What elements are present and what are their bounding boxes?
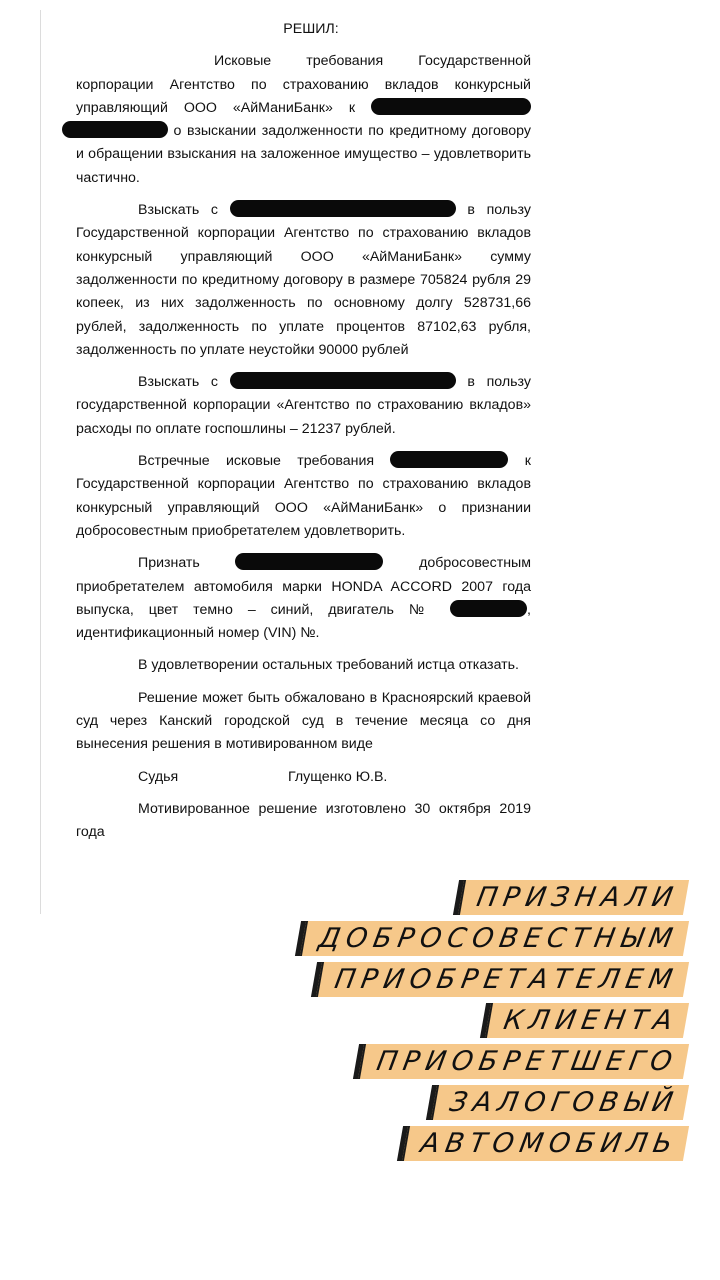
decision-heading: РЕШИЛ: — [283, 21, 339, 37]
redaction-mark — [230, 200, 456, 217]
caption-line-text: ПРИОБРЕТАТЕЛЕМ — [316, 962, 689, 997]
paragraph-recover-debt — [76, 199, 531, 362]
caption-overlay — [286, 880, 686, 1167]
paragraph-claims — [76, 50, 531, 190]
court-decision-text — [76, 18, 531, 854]
paragraph-appeal: Решение может быть обжаловано в Красноярский краевой суд через Канский городской суд в течение месяца со дня вынесения решения в мотивированном виде — [76, 689, 531, 753]
caption-line-text: АВТОМОБИЛЬ — [402, 1126, 689, 1161]
paragraph-counterclaim-text-b: к Государственной корпорации Агентство по страхованию вкладов конкурсный управляющий ООО «АйМаниБанк» о признании добросовестным приобретателем удовлетворить. — [76, 453, 531, 539]
caption-line — [286, 1003, 686, 1038]
paragraph-recover-fee-text-b: в пользу государственной корпорации «Агентство по страхованию вкладов» расходы по оплате госпошлины – 21237 рублей. — [76, 374, 531, 437]
judge-name: Глущенко Ю.В. — [288, 768, 388, 785]
judge-label: Судья — [138, 768, 179, 785]
judge-signature-row — [76, 766, 531, 789]
paragraph-good-faith-buyer-text-b: добросовестным приобретателем автомобиля марки HONDA ACCORD 2007 года выпуска, цвет темно – синий, двигатель № — [76, 555, 531, 618]
paragraph-refuse-remaining: В удовлетворении остальных требований истца отказать. — [138, 657, 519, 674]
paragraph-decision-date: Мотивированное решение изготовлено 30 октября 2019 года — [76, 800, 531, 841]
paragraph-good-faith-buyer-text-c: , идентификационный номер (VIN) №. — [76, 601, 531, 642]
paragraph-recover-debt-text-a: Взыскать с — [138, 202, 219, 219]
caption-line-text: ПРИЗНАЛИ — [458, 880, 690, 915]
paragraph-recover-debt-text-b: в пользу Государственной корпорации Агентство по страхованию вкладов конкурсный управляющий ООО «АйМаниБанк» сумму задолженности по кредитному договору в размере 705824 рубля 29 копеек, из них задолженность по основному долгу 528731,66 рублей, задолженность по уплате процентов 87102,63 рубля, задолженность по уплате неустойки 90000 рублей — [76, 202, 531, 358]
redaction-mark — [235, 553, 383, 570]
paragraph-claims-text-a: Исковые требования Государственной корпорации Агентство по страхованию вкладов конкурсный управляющий ООО «АйМаниБанк» к — [76, 53, 531, 116]
redaction-mark — [230, 372, 456, 389]
caption-line — [286, 962, 686, 997]
caption-line — [286, 1044, 686, 1079]
paragraph-counterclaim — [76, 450, 531, 543]
caption-line-text: ЗАЛОГОВЫЙ — [430, 1085, 689, 1120]
paragraph-recover-fee — [76, 371, 531, 441]
redaction-mark — [457, 600, 527, 617]
page-margin-line — [40, 10, 41, 914]
caption-line — [286, 1085, 686, 1120]
caption-line-text: КЛИЕНТА — [485, 1003, 689, 1038]
paragraph-good-faith-buyer — [76, 552, 531, 645]
paragraph-claims-text-b: о взыскании задолженности по кредитному договору и обращении взыскания на заложенное имущество – удовлетворить частично. — [76, 123, 531, 186]
caption-line-text: ПРИОБРЕТШЕГО — [358, 1044, 689, 1079]
redaction-mark — [62, 121, 168, 138]
redaction-mark — [390, 451, 508, 468]
paragraph-counterclaim-text-a: Встречные исковые требования — [138, 453, 375, 470]
redaction-mark — [371, 98, 531, 115]
caption-line — [286, 921, 686, 956]
paragraph-good-faith-buyer-text-a: Признать — [138, 555, 200, 572]
caption-line — [286, 880, 686, 915]
caption-line — [286, 1126, 686, 1161]
caption-line-text: ДОБРОСОВЕСТНЫМ — [300, 921, 689, 956]
paragraph-recover-fee-text-a: Взыскать с — [138, 374, 219, 391]
